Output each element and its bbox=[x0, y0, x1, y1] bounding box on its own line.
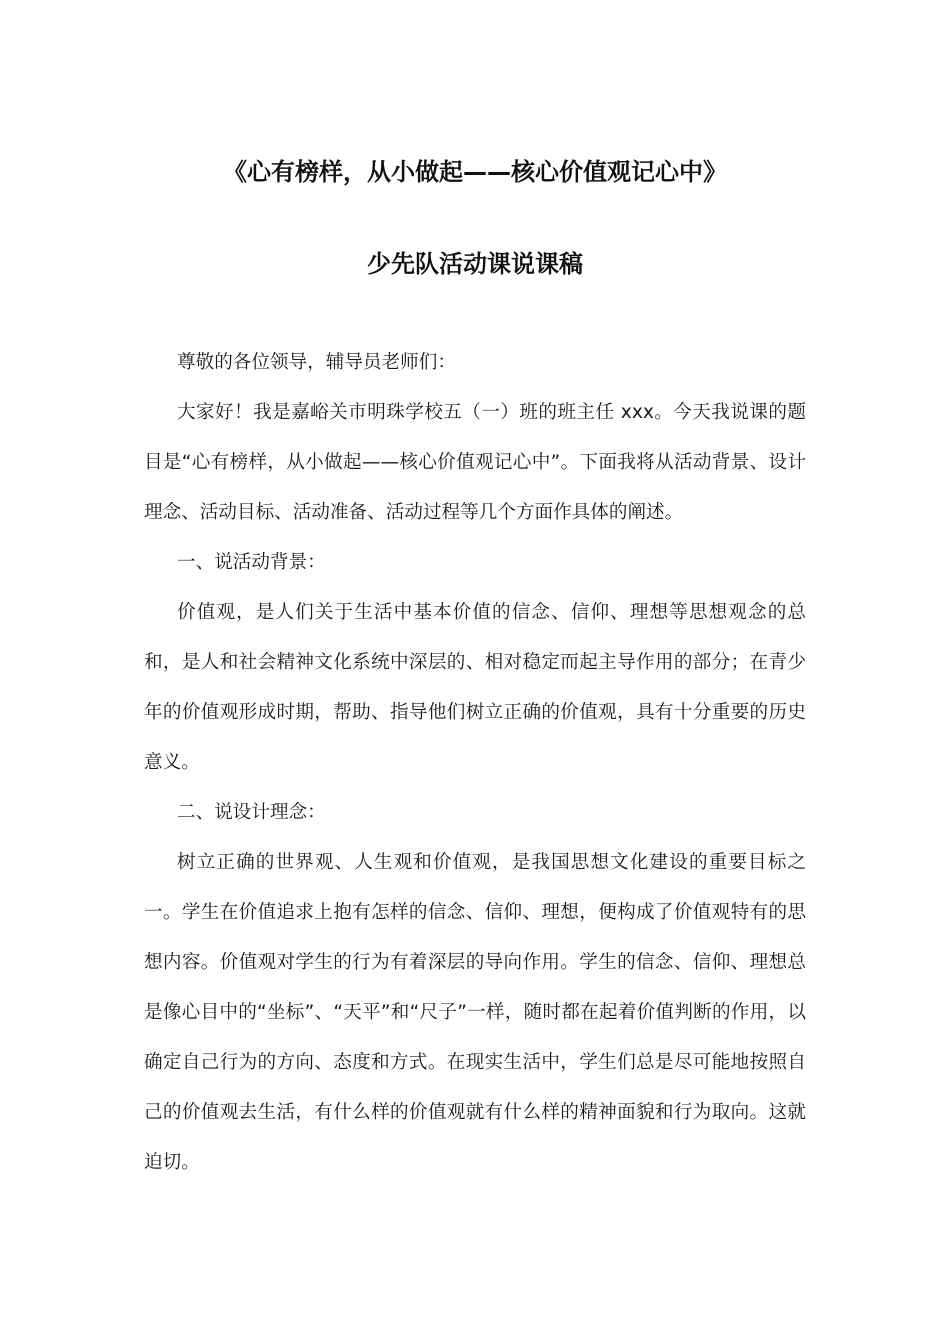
paragraph-design-concept: 树立正确的世界观、人生观和价值观，是我国思想文化建设的重要目标之一。学生在价值追求上抱有怎样的信念、信仰、理想，便构成了价值观特有的思想内容。价值观对学生的行为有着深层的导向作用。学生的信念、信仰、理想总是像心目中的“坐标”、“天平”和“尺子”一样，随时都在起着价值判断的作用，以确定自己行为的方向、态度和方式。在现实生活中，学生们总是尽可能地按照自己的价值观去生活，有什么样的价值观就有什么样的精神面貌和行为取向。这就迫切。 bbox=[144, 852, 806, 1173]
document-body bbox=[144, 338, 806, 1188]
section-heading-background: 一、说活动背景： bbox=[177, 552, 326, 573]
paragraph-greeting: 尊敬的各位领导，辅导员老师们： bbox=[177, 352, 456, 373]
document-title: 《心有榜样，从小做起——核心价值观记心中》 bbox=[223, 158, 727, 186]
document-subtitle: 少先队活动课说课稿 bbox=[367, 250, 583, 278]
section-heading-design-concept: 二、说设计理念： bbox=[177, 802, 326, 823]
paragraph-background: 价值观，是人们关于生活中基本价值的信念、信仰、理想等思想观念的总和，是人和社会精神文化系统中深层的、相对稳定而起主导作用的部分；在青少年的价值观形成时期，帮助、指导他们树立正确的价值观，具有十分重要的历史意义。 bbox=[144, 602, 806, 773]
paragraph-introduction: 大家好！我是嘉峪关市明珠学校五（一）班的班主任 xxx。今天我说课的题目是“心有榜样，从小做起——核心价值观记心中”。下面我将从活动背景、设计理念、活动目标、活动准备、活动过程等几个方面作具体的阐述。 bbox=[144, 402, 806, 523]
